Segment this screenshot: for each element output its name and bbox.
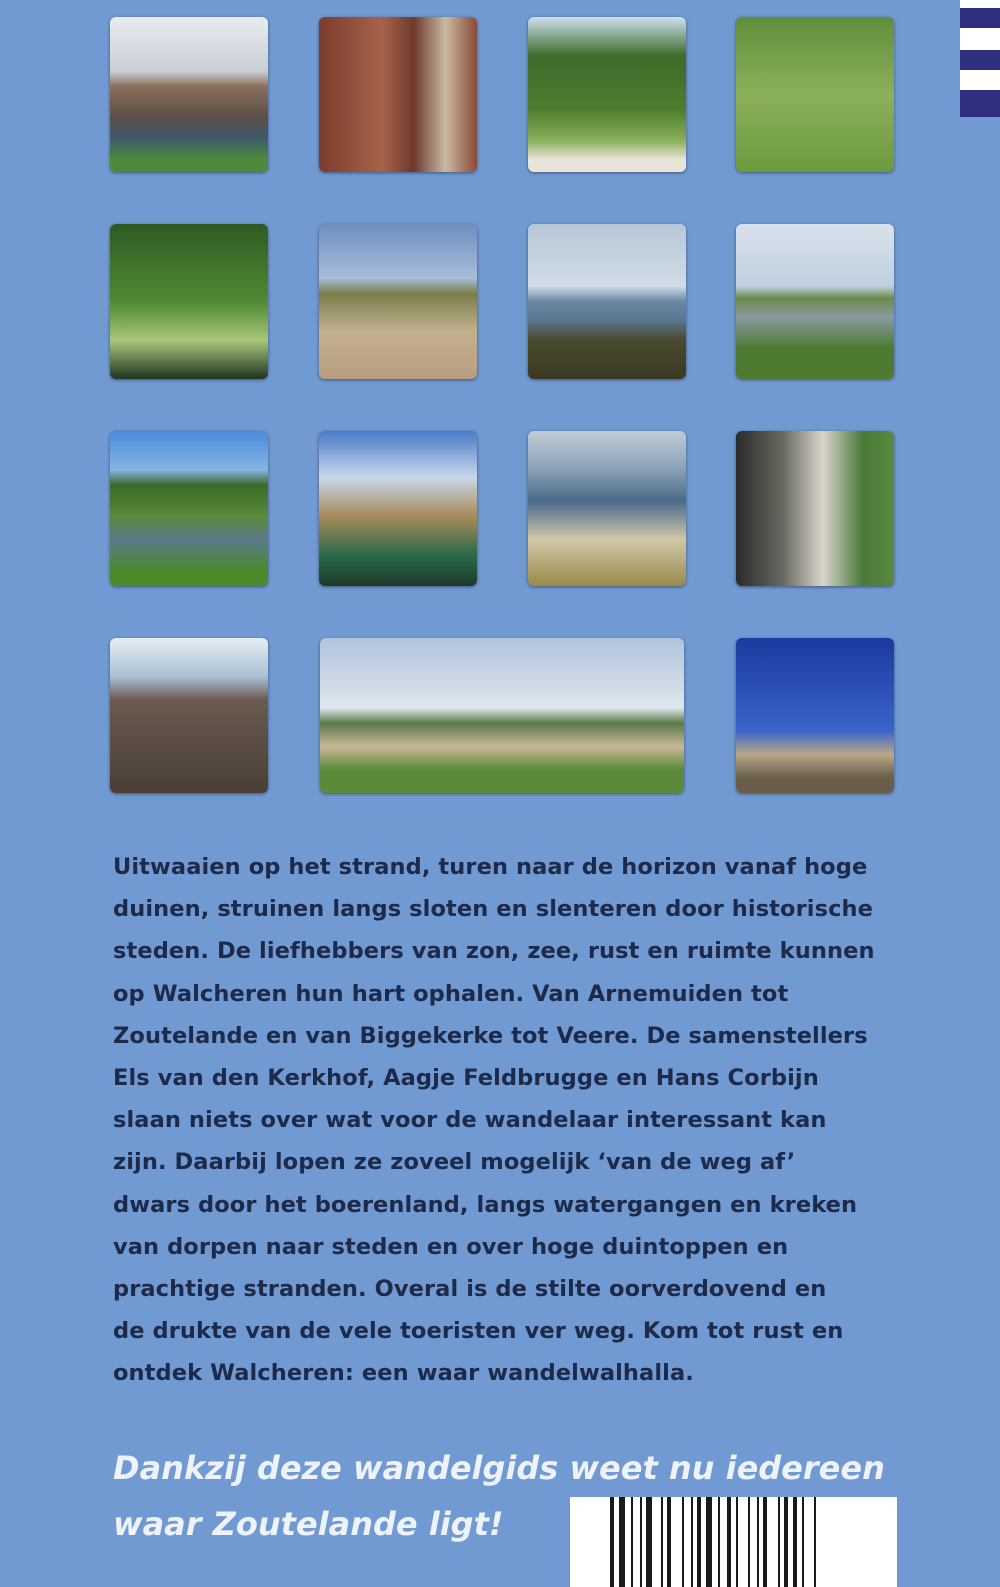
photo-city-skyline <box>736 638 894 793</box>
photo-kite-beach <box>528 431 686 586</box>
description-text <box>113 846 913 1395</box>
photo-horses-creek <box>110 431 268 586</box>
striped-flag-decoration <box>960 0 1000 117</box>
photo-harbour-town <box>110 17 268 172</box>
description-line: steden. De liefhebbers van zon, zee, rust en ruimte kunnen <box>113 938 875 965</box>
barcode <box>570 1497 897 1587</box>
description-line: zijn. Daarbij lopen ze zoveel mogelijk ‘van de weg af’ <box>113 1149 796 1176</box>
photo-sea-ship <box>528 224 686 379</box>
photo-sheep-meadow <box>528 17 686 172</box>
description-line: Uitwaaien op het strand, turen naar de horizon vanaf hoge <box>113 854 868 880</box>
photo-cafe-terrace <box>736 431 894 586</box>
description-line: Els van den Kerkhof, Aagje Feldbrugge en Hans Corbijn <box>113 1065 819 1092</box>
description-line: op Walcheren hun hart ophalen. Van Arnemuiden tot <box>113 980 789 1007</box>
tagline-line: waar Zoutelande ligt! <box>113 1505 504 1543</box>
description-line: dwars door het boerenland, langs watergangen en kreken <box>113 1191 858 1218</box>
photo-dike-walkers <box>319 224 477 379</box>
photo-sand-ripples <box>110 638 268 793</box>
description-line: van dorpen naar steden en over hoge duintoppen en <box>113 1233 789 1260</box>
photo-old-street <box>319 17 477 172</box>
description-line: slaan niets over wat voor de wandelaar interessant kan <box>113 1107 827 1134</box>
photo-beach-promenade <box>320 638 684 793</box>
tagline-line: Dankzij deze wandelgids weet nu iedereen <box>113 1449 885 1487</box>
description-line: duinen, struinen langs sloten en slenteren door historische <box>113 896 874 923</box>
photo-godwit-bird <box>736 17 894 172</box>
description-line: Zoutelande en van Biggekerke tot Veere. De samenstellers <box>113 1022 868 1049</box>
barcode-bars <box>610 1497 890 1587</box>
photo-picnic-water <box>736 224 894 379</box>
description-line: ontdek Walcheren: een waar wandelwalhalla. <box>113 1360 694 1387</box>
description-line: de drukte van de vele toeristen ver weg. Kom tot rust en <box>113 1318 844 1345</box>
photo-forest-pond <box>110 224 268 379</box>
photo-fishing-boat <box>319 431 477 586</box>
description-line: prachtige stranden. Overal is de stilte oorverdovend en <box>113 1276 827 1303</box>
